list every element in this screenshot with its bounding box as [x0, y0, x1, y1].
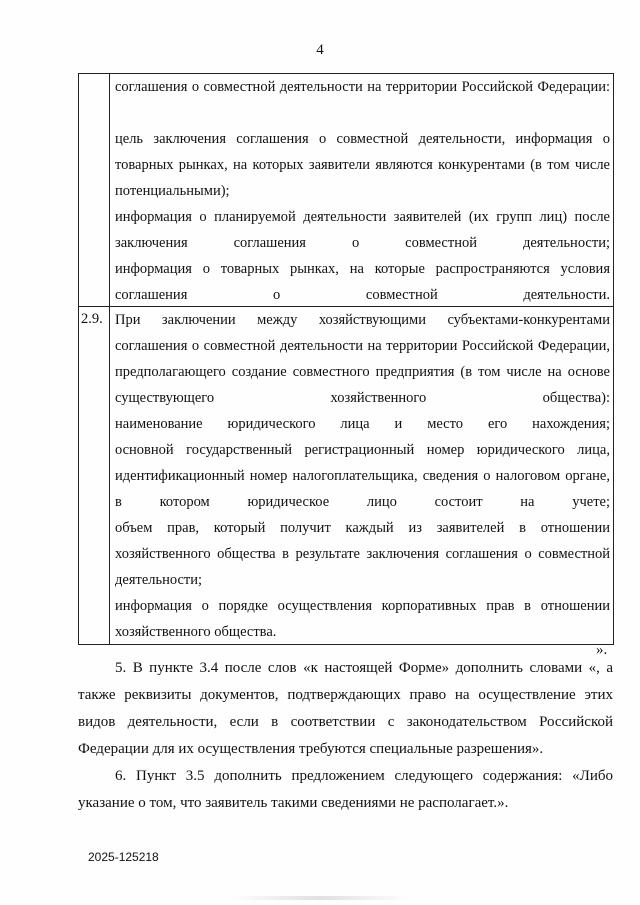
table-cell-paragraph: объем прав, который получит каждый из заявителей в отношении хозяйственного общества в результате заключения соглашения о совместной деятельности; [115, 520, 610, 588]
document-table [78, 73, 614, 645]
closing-quote: ». [596, 642, 608, 658]
body-paragraph [78, 763, 613, 817]
table-column-divider [109, 74, 110, 644]
page-number: 4 [316, 42, 324, 58]
body-paragraph-text: 6. Пункт 3.5 дополнить предложением следующего содержания: «Либо указание о том, что заявитель такими сведениями не располагает.». [78, 768, 613, 811]
table-cell-paragraph: основной государственный регистрационный номер юридического лица, идентификационный номер налогоплательщика, сведения о налоговом органе, в котором юридическое лицо состоит на учете; [115, 442, 610, 510]
table-row-number: 2.9. [81, 311, 103, 327]
document-code: 2025-125218 [88, 850, 159, 864]
table-cell-paragraph: информация о планируемой деятельности заявителей (их групп лиц) после заключения соглашения о совместной деятельности; [115, 209, 610, 251]
scan-artifact [230, 896, 410, 900]
table-cell-paragraph: соглашения о совместной деятельности на территории Российской Федерации: [115, 79, 610, 95]
table-cell-paragraph: цель заключения соглашения о совместной деятельности, информация о товарных рынках, на которых заявители являются конкурентами (в том числе потенциальными); [115, 131, 610, 199]
body-paragraph-text: 5. В пункте 3.4 после слов «к настоящей Форме» дополнить словами «, а также реквизиты документов, подтверждающих право на осуществление этих видов деятельности, если в соответствии с законодательством Российской Федерации для их осуществления требуются специальные разрешения». [78, 660, 613, 757]
body-paragraph [78, 655, 613, 763]
table-cell-paragraph: При заключении между хозяйствующими субъектами-конкурентами соглашения о совместной деятельности на территории Российской Федерации, предполагающего создание совместного предприятия (в том числе на основе существующего хозяйственного общества): [115, 312, 610, 406]
table-cell-paragraph: информация о товарных рынках, на которые распространяются условия соглашения о совместной деятельности. [115, 261, 610, 303]
table-cell-paragraph: наименование юридического лица и место его нахождения; [115, 416, 610, 432]
table-cell-paragraph: информация о порядке осуществления корпоративных прав в отношении хозяйственного общества. [115, 598, 610, 640]
